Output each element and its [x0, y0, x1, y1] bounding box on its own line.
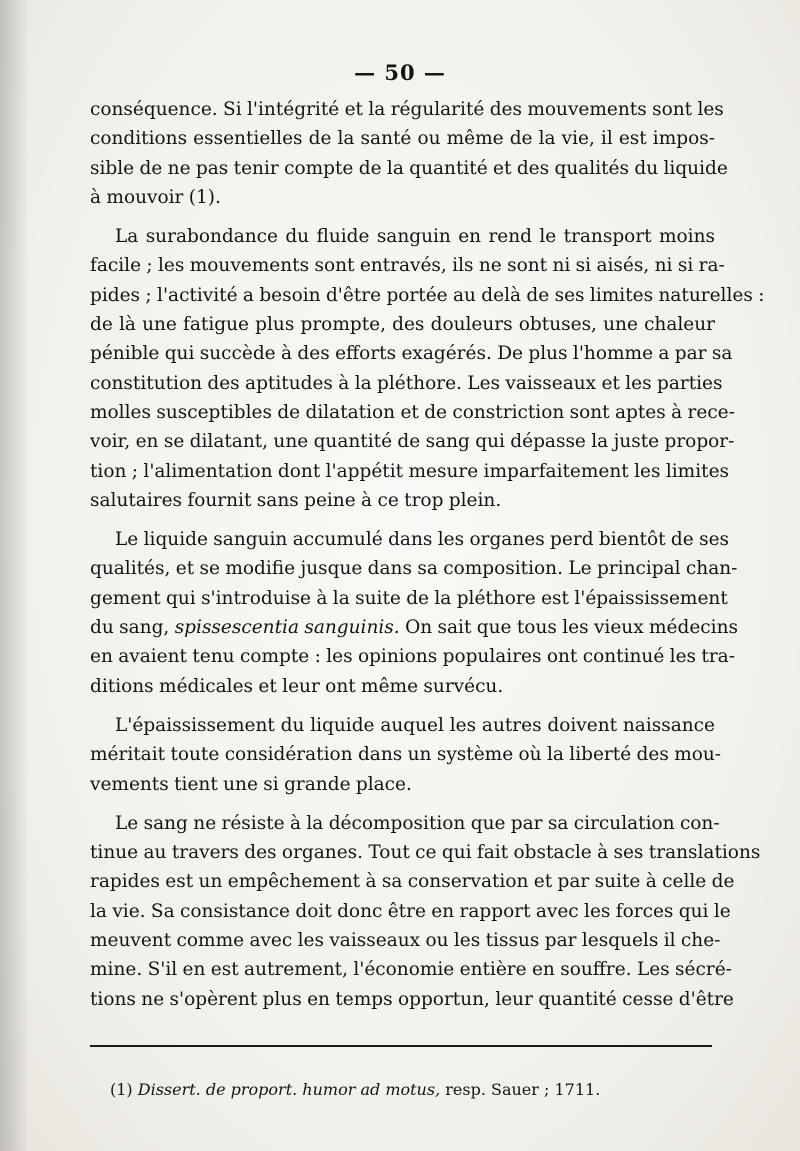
text-line: Le liquide sanguin accumulé dans les organes perd bientôt de ses — [115, 529, 730, 551]
text-line: facile ; les mouvements sont entravés, ils ne sont ni si aisés, ni si ra- — [90, 255, 725, 277]
text-line: L'épaississement du liquide auquel les autres doivent naissance — [115, 714, 715, 736]
page-number: — 50 — — [354, 60, 446, 85]
text-line: en avaient tenu compte : les opinions populaires ont continué les tra- — [90, 646, 735, 668]
text-line: sible de ne pas tenir compte de la quantité et des qualités du liquide — [90, 157, 728, 179]
paragraph-5 — [90, 809, 761, 1014]
text-line — [90, 613, 738, 642]
text-line: pides ; l'activité a besoin d'être portée au delà de ses limites naturelles : — [90, 284, 765, 306]
text-line: La surabondance du fluide sanguin en rend le transport moins — [115, 226, 715, 248]
text-line: la vie. Sa consistance doit donc être en rapport avec les forces qui le — [90, 900, 731, 922]
paragraph-1 — [90, 95, 728, 212]
latin-term: spissescentia sanguinis. — [174, 617, 400, 639]
text-line: rapides est un empêchement à sa conservation et par suite à celle de — [90, 871, 735, 893]
text-line: pénible qui succède à des efforts exagérés. De plus l'homme a par sa — [90, 343, 733, 365]
body-text — [90, 95, 765, 1014]
footnote-marker: (1) — [110, 1080, 133, 1099]
text-line: à mouvoir (1). — [90, 186, 221, 208]
text-line: ditions médicales et leur ont même survécu. — [90, 675, 504, 697]
footnote-citation: Dissert. de proport. humor ad motus, — [137, 1080, 441, 1099]
text-line: molles susceptibles de dilatation et de constriction sont aptes à rece- — [90, 401, 735, 423]
text-line: conditions essentielles de la santé ou même de la vie, il est impos- — [90, 128, 715, 150]
text-line: tinue au travers des organes. Tout ce qui fait obstacle à ses translations — [90, 842, 761, 864]
footnote-details: resp. Sauer ; 1711. — [440, 1080, 601, 1099]
text-fragment: On sait que tous les vieux médecins — [399, 617, 738, 639]
text-line: Le sang ne résiste à la décomposition que par sa circulation con- — [115, 812, 720, 834]
text-line: meuvent comme avec les vaisseaux ou les tissus par lesquels il che- — [90, 930, 721, 952]
text-line: mine. S'il en est autrement, l'économie entière en souffre. Les sécré- — [90, 959, 732, 981]
text-line: tion ; l'alimentation dont l'appétit mesure imparfaitement les limites — [90, 460, 730, 482]
page-gutter-shadow — [0, 0, 30, 1151]
text-line: gement qui s'introduise à la suite de la pléthore est l'épaississement — [90, 587, 728, 609]
text-line: de là une fatigue plus prompte, des douleurs obtuses, une chaleur — [90, 314, 715, 336]
text-line: tions ne s'opèrent plus en temps opportun, leur quantité cesse d'être — [90, 988, 734, 1010]
footnote — [110, 1080, 600, 1099]
text-line: conséquence. Si l'intégrité et la régularité des mouvements sont les — [90, 99, 724, 120]
paragraph-3 — [90, 525, 738, 701]
text-line: constitution des aptitudes à la pléthore. Les vaisseaux et les parties — [90, 372, 723, 394]
text-fragment: du sang, — [90, 617, 175, 639]
paragraph-4 — [90, 711, 722, 799]
text-line: voir, en se dilatant, une quantité de sang qui dépasse la juste propor- — [90, 431, 735, 453]
text-line: vements tient une si grande place. — [90, 773, 412, 795]
footnote-divider — [90, 1045, 712, 1047]
text-line: salutaires fournit sans peine à ce trop plein. — [90, 489, 502, 511]
text-line: méritait toute considération dans un système où la liberté des mou- — [90, 744, 722, 766]
paragraph-2 — [90, 222, 765, 515]
text-line: qualités, et se modifie jusque dans sa composition. Le principal chan- — [90, 558, 738, 580]
